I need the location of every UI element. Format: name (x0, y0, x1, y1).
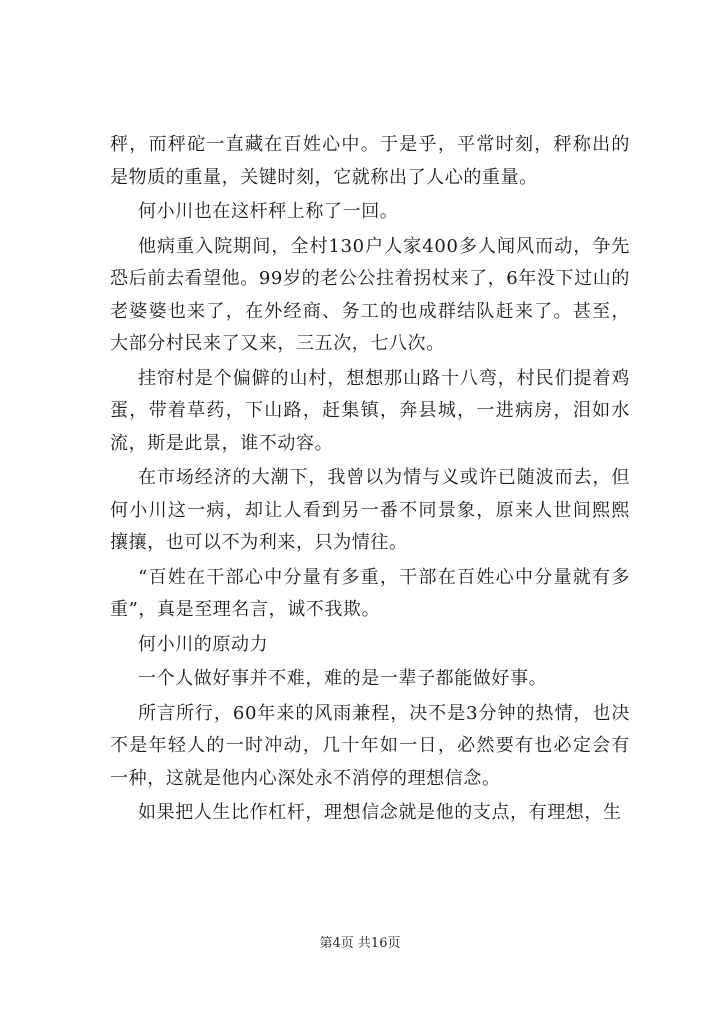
body-text (110, 129, 630, 830)
paragraph-7: 一个人做好事并不难，难的是一辈子都能做好事。 (138, 668, 548, 689)
paragraph-9: 如果把人生比作杠杆，理想信念就是他的支点，有理想，生 (138, 802, 622, 823)
paragraph-2: 何小川也在这杆秤上称了一回。 (138, 201, 399, 222)
section-heading: 何小川的原动力 (138, 633, 269, 655)
paragraph-5: 在市场经济的大潮下，我曾以为情与义或许已随波而去，但何小川这一病，却让人看到另一番不同景象，原来人世间熙熙攘攘，也可以不为利来，只为情往。 (110, 467, 630, 553)
paragraph-6: “百姓在干部心中分量有多重，干部在百姓心中分量就有多重”，真是至理名言，诚不我欺。 (110, 566, 630, 620)
paragraph-4: 挂帘村是个偏僻的山村，想想那山路十八弯，村民们提着鸡蛋，带着草药，下山路，赶集镇，奔县城，一进病房，泪如水流，斯是此景，谁不动容。 (110, 367, 630, 454)
paragraph-3: 他病重入院期间，全村130户人家400多人闻风而动，争先恐后前去看望他。99岁的老公公拄着拐杖来了，6年没下过山的老婆婆也来了，在外经商、务工的也成群结队赶来了。甚至，大部分村民来了又来，三五次，七八次。 (110, 235, 630, 354)
paragraph-1: 秤，而秤砣一直藏在百姓心中。于是乎，平常时刻，秤称出的是物质的重量，关键时刻，它就称出了人心的重量。 (110, 134, 630, 188)
page-footer: 第4页 共16页 (319, 936, 401, 951)
paragraph-8: 所言所行，60年来的风雨兼程，决不是3分钟的热情，也决不是年轻人的一时冲动，几十年如一日，必然要有也必定会有一种，这就是他内心深处永不消停的理想信念。 (110, 702, 630, 789)
